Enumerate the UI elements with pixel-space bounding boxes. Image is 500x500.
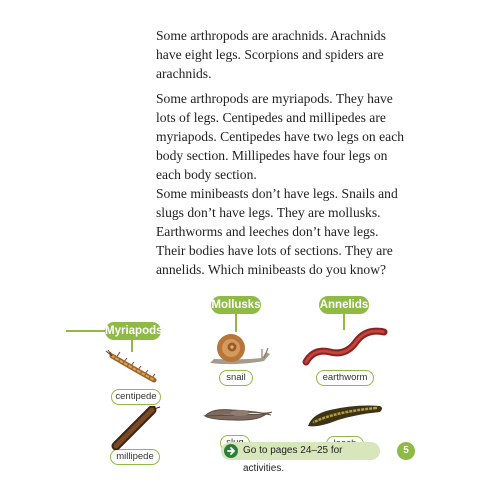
myriapods-heading-tag: Myriapods	[105, 322, 161, 340]
page-number: 5	[397, 442, 415, 460]
paragraph-mollusks-annelids: Some minibeasts don’t have legs. Snails and slugs don’t have legs. They are mollusks. Earthworms and leeches don’t have legs. Their bodies have lots of sections. They are annelids. Which minibeasts do you know?	[156, 186, 398, 277]
activities-link[interactable]	[221, 442, 380, 474]
paragraph-myriapods: Some arthropods are myriapods. They have lots of legs. Centipedes and millipedes are myriapods. Centipedes have two legs on each body section. Millipedes have four legs on each body section.	[156, 91, 405, 182]
paragraph-arachnids: Some arthropods are arachnids. Arachnids have eight legs. Scorpions and spiders are arachnids.	[156, 28, 386, 81]
myriapods-connector-line	[66, 330, 108, 332]
earthworm-image	[300, 322, 390, 370]
activities-link-label: Go to pages 24–25 for activities.	[243, 445, 343, 474]
snail-label: snail	[219, 370, 253, 386]
centipede-image	[104, 350, 164, 386]
snail-image	[206, 330, 274, 370]
earthworm-label: earthworm	[316, 370, 374, 386]
leech-image	[304, 400, 386, 434]
centipede-label: centipede	[111, 389, 161, 405]
mollusks-heading-tag: Mollusks	[211, 296, 261, 314]
annelids-heading-tag: Annelids	[319, 296, 369, 314]
arrow-right-circle-icon	[224, 444, 238, 458]
millipede-image	[108, 406, 164, 450]
slug-image	[202, 402, 274, 428]
millipede-label: millipede	[110, 449, 160, 465]
